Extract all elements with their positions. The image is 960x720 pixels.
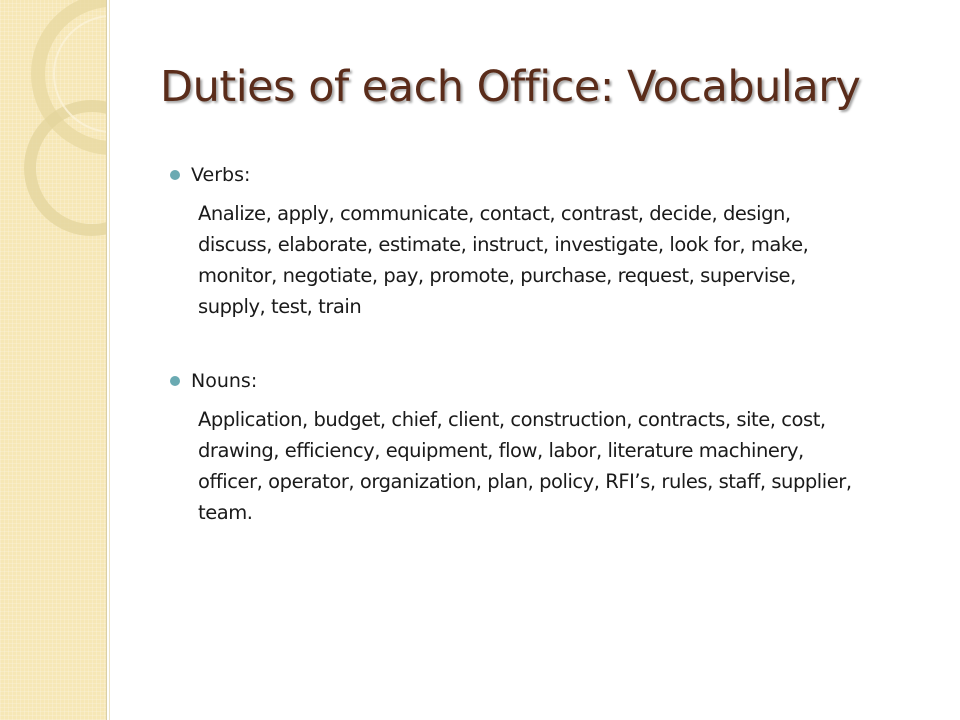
verbs-section	[170, 160, 930, 322]
nouns-list	[198, 404, 933, 528]
nouns-section	[170, 366, 930, 528]
decorative-circles	[0, 0, 106, 260]
verbs-list	[198, 198, 933, 322]
bullet-dot-icon	[170, 376, 180, 386]
verbs-line: supply, test, train	[198, 295, 362, 318]
nouns-line: drawing, efficiency, equipment, flow, labor, literature machinery,	[198, 439, 804, 462]
slide-content	[170, 160, 930, 528]
nouns-line: team.	[198, 501, 253, 524]
strip-border-line-secondary	[109, 0, 110, 720]
strip-border-line	[106, 0, 107, 720]
section-spacer	[170, 322, 930, 366]
bullet-dot-icon	[170, 170, 180, 180]
verbs-heading: Verbs:	[191, 164, 251, 186]
verbs-line: Analize, apply, communicate, contact, contrast, decide, design,	[198, 202, 791, 225]
verbs-bullet	[170, 160, 930, 190]
nouns-heading: Nouns:	[191, 370, 258, 392]
decorative-side-strip	[0, 0, 106, 720]
nouns-bullet	[170, 366, 930, 396]
verbs-line: discuss, elaborate, estimate, instruct, investigate, look for, make,	[198, 233, 809, 256]
verbs-line: monitor, negotiate, pay, promote, purchase, request, supervise,	[198, 264, 796, 287]
slide-title: Duties of each Office: Vocabulary	[160, 62, 861, 112]
nouns-line: officer, operator, organization, plan, policy, RFI’s, rules, staff, supplier,	[198, 470, 852, 493]
nouns-line: Application, budget, chief, client, construction, contracts, site, cost,	[198, 408, 826, 431]
